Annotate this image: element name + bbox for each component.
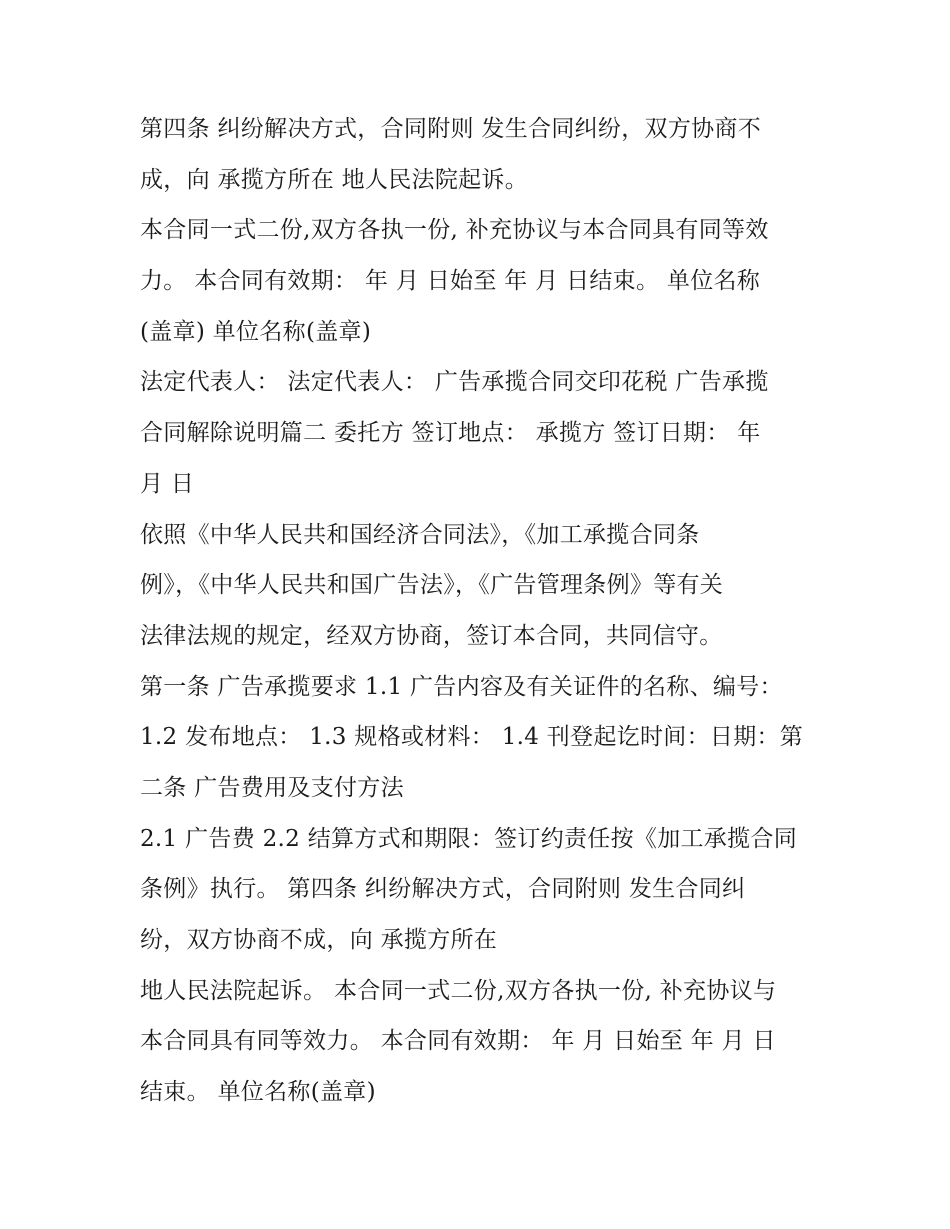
text-line: 成，向 承揽方所在 地人民法院起诉。 — [140, 166, 529, 193]
text-line: 2.1 广告费 2.2 结算方式和期限：签订约责任按《加工承揽合同 — [140, 825, 797, 852]
text-line: 条例》执行。 第四条 纠纷解决方式，合同附则 发生合同纠 — [140, 876, 746, 903]
document-body — [140, 104, 820, 1118]
text-line: 地人民法院起诉。 本合同一式二份,双方各执一份, 补充协议与 — [140, 977, 777, 1004]
text-line: 月 日 — [140, 470, 195, 497]
text-line: 法定代表人： 法定代表人： 广告承揽合同交印花税 广告承揽 — [140, 369, 769, 396]
text-line: 法律法规的规定，经双方协商，签订本合同，共同信守。 — [140, 622, 723, 649]
text-line: 1.2 发布地点： 1.3 规格或材料： 1.4 刊登起讫时间：日期：第 — [140, 724, 804, 751]
text-line: 例》，《中华人民共和国广告法》，《广告管理条例》等有关 — [140, 572, 724, 599]
text-line: 本合同一式二份,双方各执一份, 补充协议与本合同具有同等效 — [140, 217, 769, 244]
text-line: 第四条 纠纷解决方式，合同附则 发生合同纠纷，双方协商不 — [140, 116, 762, 142]
text-line: (盖章) 单位名称(盖章) — [140, 318, 372, 345]
text-line: 第一条 广告承揽要求 1.1 广告内容及有关证件的名称、编号： — [140, 673, 783, 700]
text-line: 纷，双方协商不成，向 承揽方所在 — [140, 927, 498, 953]
text-line: 二条 广告费用及支付方法 — [140, 774, 404, 801]
text-line: 依照《中华人民共和国经济合同法》，《加工承揽合同条 — [140, 521, 700, 548]
text-line: 合同解除说明篇二 委托方 签订地点： 承揽方 签订日期： 年 — [140, 420, 761, 447]
text-line: 本合同具有同等效力。 本合同有效期： 年 月 日始至 年 月 日 — [140, 1028, 776, 1055]
text-line: 力。 本合同有效期： 年 月 日始至 年 月 日结束。 单位名称 — [140, 268, 761, 295]
text-line: 结束。 单位名称(盖章) — [140, 1079, 376, 1106]
